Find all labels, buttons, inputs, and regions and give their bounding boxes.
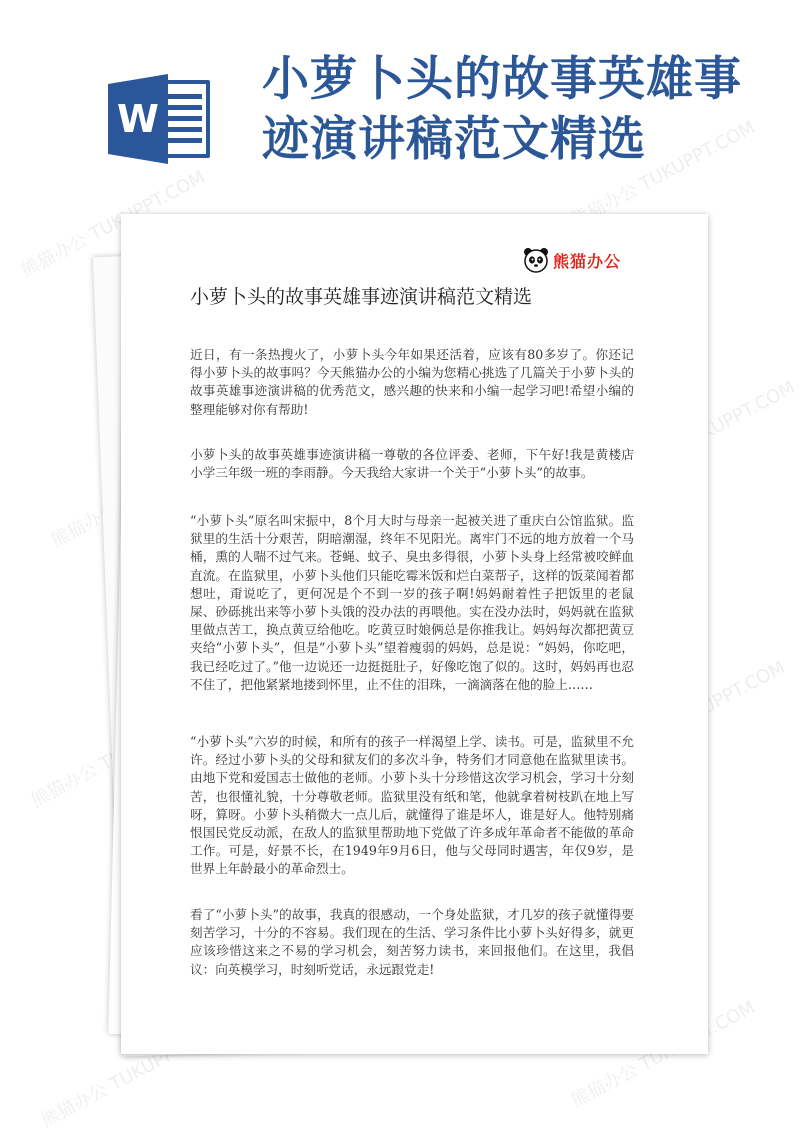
paragraph: “小萝卜头”六岁的时候，和所有的孩子一样渴望上学、读书。可是，监狱里不允许。经过小萝卜头的父母和狱友们的多次斗争，特务们才同意他在监狱里读书。由地下党和爱国志士做他的老师。小萝卜头十分珍惜这次学习机会，学习十分刻苦，也很懂礼貌，十分尊敬老师。监狱里没有纸和笔，他就拿着树枝趴在地上写呀，算呀。小萝卜头稍微大一点儿后，就懂得了谁是坏人，谁是好人。他特别痛恨国民党反动派，在敌人的监狱里帮助地下党做了许多成年革命者不能做的革命工作。可是，好景不长，在1949年9月6日，他与父母同时遇害，年仅9岁，是世界上年龄最小的革命烈士。	[190, 734, 634, 877]
word-document-icon	[108, 74, 216, 164]
watermark: 熊猫办公 TUKUPPT.COM	[37, 1016, 229, 1132]
paragraph: 近日，有一条热搜火了，小萝卜头今年如果还活着，应该有80多岁了。你还记得小萝卜头的故事吗？今天熊猫办公的小编为您精心挑选了几篇关于小萝卜头的故事英雄事迹演讲稿的优秀范文，感兴趣的快来和小编一起学习吧!希望小编的整理能够对你有帮助!	[190, 347, 634, 417]
watermark: TUKUPPT.COM	[666, 656, 789, 736]
svg-text:W: W	[117, 97, 159, 141]
document-title: 小萝卜头的故事英雄事迹演讲稿范文精选	[190, 286, 533, 308]
watermark: 熊猫办公	[47, 499, 122, 552]
watermark: TUKUPPT.COM	[676, 376, 799, 456]
brand-name: 熊猫办公	[553, 251, 622, 271]
paragraph: 小萝卜头的故事英雄事迹演讲稿一尊敬的各位评委、老师，下午好!我是黄楼店小学三年级一班的李雨静。今天我给大家讲一个关于“小萝卜头”的故事。	[190, 447, 634, 481]
panda-icon	[523, 247, 549, 273]
paragraph: “小萝卜头”原名叫宋振中，8个月大时与母亲一起被关进了重庆白公馆监狱。监狱里的生活十分艰苦，阴暗潮湿，终年不见阳光。离牢门不远的地方放着一个马桶，熏的人喘不过气来。苍蝇、蚊子、臭虫多得很，小萝卜头身上经常被咬鲜血直流。在监狱里，小萝卜头他们只能吃霉米饭和烂白菜帮子，这样的饭菜闻着都想吐，甭说吃了，更何况是个不到一岁的孩子啊!妈妈耐着性子把饭里的老鼠屎、砂砾挑出来等小萝卜头饿的没办法的再喂他。实在没办法时，妈妈就在监狱里做点苦工，换点黄豆给他吃。吃黄豆时娘俩总是你推我让。妈妈每次都把黄豆夹给“小萝卜头”，但是“小萝卜头”望着瘦弱的妈妈，总是说：“妈妈，你吃吧，我已经吃过了。”他一边说还一边挺挺肚子，好像吃饱了似的。这时，妈妈再也忍不住了，把他紧紧地搂到怀里，止不住的泪珠，一滴滴落在他的脸上……	[190, 513, 634, 692]
paragraph: 看了“小萝卜头”的故事，我真的很感动，一个身处监狱，才几岁的孩子就懂得要刻苦学习，十分的不容易。我们现在的生活、学习条件比小萝卜头好得多，就更应该珍惜这来之不易的学习机会，刻苦努力读书，来回报他们。在这里，我倡议：向英模学习，时刻听党话，永远跟党走!	[190, 907, 634, 977]
watermark: 熊猫办公	[27, 759, 102, 812]
watermark: 熊猫办公 TUKUPPT.COM	[567, 116, 759, 232]
banner-title: 小萝卜头的故事英雄事迹演讲稿范文精选	[262, 52, 742, 167]
watermark: 熊猫办公 TUKUPPT.COM	[17, 166, 209, 282]
watermark: 熊猫办公 TUKUPPT.COM	[567, 996, 759, 1112]
brand-logo	[523, 246, 621, 274]
